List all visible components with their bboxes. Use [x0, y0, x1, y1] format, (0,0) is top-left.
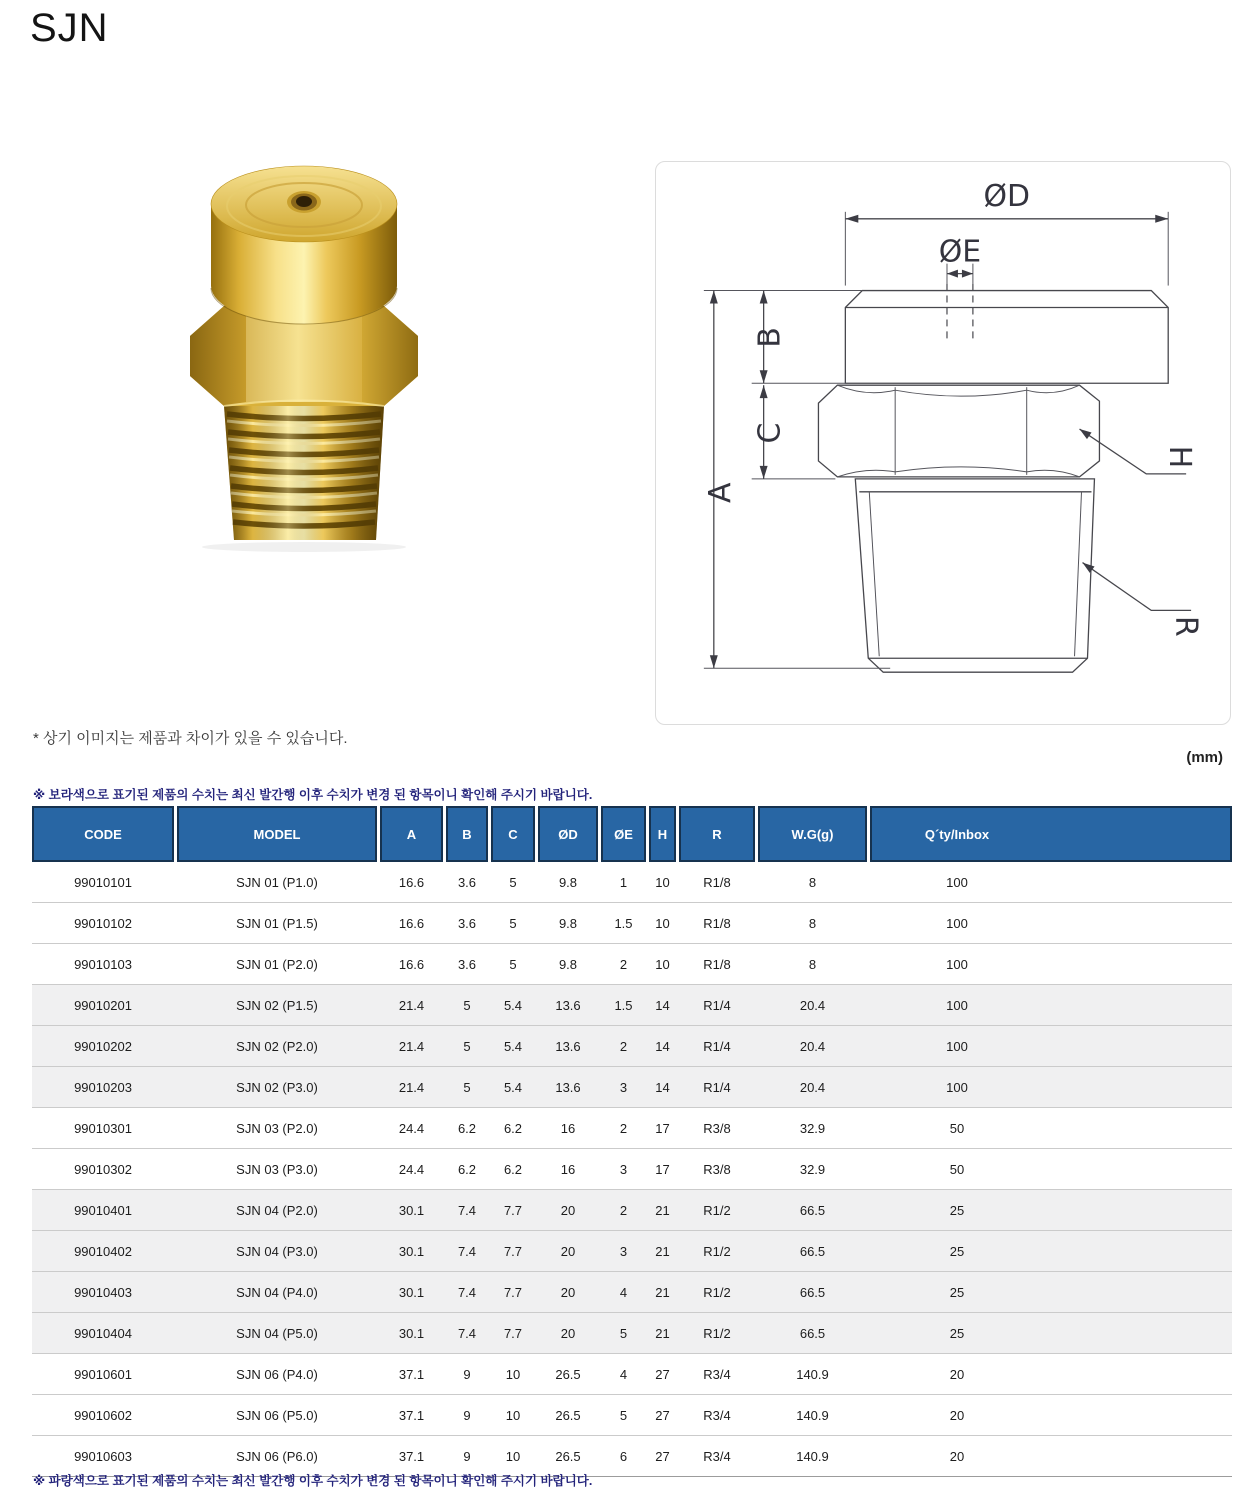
table-cell: 20: [560, 1325, 576, 1341]
column-header: ØD: [538, 806, 598, 862]
table-cell: 100: [946, 1079, 968, 1095]
table-cell: 5: [509, 874, 517, 890]
table-cell: 7.7: [503, 1325, 523, 1341]
table-cell: 17: [655, 1120, 670, 1136]
table-row: [32, 1271, 1232, 1312]
dim-label-r: R: [1168, 615, 1204, 637]
table-cell: 50: [949, 1120, 965, 1136]
table-cell: R1/4: [703, 1038, 731, 1054]
table-cell: 26.5: [555, 1448, 581, 1464]
table-cell: 99010202: [74, 1038, 132, 1054]
table-cell: 27: [655, 1366, 670, 1382]
table-cell: 99010203: [74, 1079, 132, 1095]
table-cell: SJN 04 (P5.0): [236, 1325, 318, 1341]
table-cell: 8: [808, 915, 817, 931]
table-cell: 100: [946, 956, 968, 972]
table-row: [32, 1394, 1232, 1435]
table-cell: 140.9: [796, 1407, 829, 1423]
table-cell: R3/8: [703, 1120, 731, 1136]
table-cell: 37.1: [398, 1366, 425, 1382]
table-cell: 30.1: [398, 1202, 425, 1218]
table-cell: 3.6: [457, 915, 477, 931]
table-cell: 20: [560, 1202, 576, 1218]
table-cell: 99010403: [74, 1284, 132, 1300]
table-cell: 16.6: [398, 874, 425, 890]
table-cell: 16.6: [398, 915, 425, 931]
table-cell: 66.5: [799, 1202, 826, 1218]
table-cell: 24.4: [398, 1161, 425, 1177]
table-cell: SJN 01 (P1.5): [236, 915, 318, 931]
table-cell: 21: [655, 1243, 670, 1259]
table-cell: 99010201: [74, 997, 132, 1013]
table-cell: 1.5: [614, 997, 633, 1013]
table-cell: SJN 01 (P1.0): [236, 874, 318, 890]
table-cell: 8: [808, 874, 817, 890]
table-cell: 6.2: [503, 1120, 523, 1136]
product-photo: [172, 148, 448, 552]
table-cell: 16: [560, 1120, 576, 1136]
table-cell: SJN 04 (P3.0): [236, 1243, 318, 1259]
table-cell: 99010601: [74, 1366, 132, 1382]
image-disclaimer-note: * 상기 이미지는 제품과 차이가 있을 수 있습니다.: [33, 730, 348, 747]
column-header: A: [380, 806, 443, 862]
table-cell: 140.9: [796, 1366, 829, 1382]
table-cell: 21: [655, 1284, 670, 1300]
table-cell: 4: [619, 1366, 628, 1382]
table-cell: R1/2: [703, 1284, 731, 1300]
table-cell: SJN 03 (P2.0): [236, 1120, 318, 1136]
table-cell: 10: [655, 874, 670, 890]
table-cell: 2: [619, 956, 628, 972]
table-cell: R1/8: [703, 956, 731, 972]
table-cell: 21.4: [398, 1079, 425, 1095]
table-cell: 99010102: [74, 915, 132, 931]
dim-label-od: ØD: [983, 178, 1031, 214]
table-cell: 7.4: [457, 1284, 477, 1300]
table-cell: 13.6: [555, 1038, 581, 1054]
table-cell: 14: [655, 1038, 670, 1054]
table-cell: R1/8: [703, 874, 731, 890]
table-cell: 99010301: [74, 1120, 132, 1136]
table-cell: 9.8: [558, 956, 578, 972]
table-cell: 6: [619, 1448, 628, 1464]
table-cell: 1: [619, 874, 628, 890]
table-cell: 20.4: [799, 997, 826, 1013]
column-header: R: [679, 806, 755, 862]
table-cell: R1/2: [703, 1243, 731, 1259]
column-header: C: [491, 806, 535, 862]
table-row: [32, 1312, 1232, 1353]
table-cell: R3/4: [703, 1366, 731, 1382]
table-cell: 100: [946, 874, 968, 890]
table-cell: 9: [463, 1366, 471, 1382]
table-cell: 100: [946, 915, 968, 931]
table-header: [32, 806, 1232, 862]
table-cell: 3: [619, 1161, 628, 1177]
table-row: [32, 1148, 1232, 1189]
table-cell: 7.7: [503, 1284, 523, 1300]
table-row: [32, 1435, 1232, 1476]
table-row: [32, 1025, 1232, 1066]
table-cell: 3.6: [457, 874, 477, 890]
table-cell: 3.6: [457, 956, 477, 972]
table-cell: 2: [619, 1038, 628, 1054]
table-cell: SJN 04 (P2.0): [236, 1202, 318, 1218]
column-header: Q´ty/Inbox: [870, 806, 1232, 862]
table-cell: R3/4: [703, 1407, 731, 1423]
table-cell: 5: [463, 1038, 471, 1054]
table-cell: 24.4: [398, 1120, 425, 1136]
table-cell: 30.1: [398, 1284, 425, 1300]
table-row: [32, 862, 1232, 902]
table-cell: 21.4: [398, 1038, 425, 1054]
table-cell: 9: [463, 1448, 471, 1464]
table-cell: SJN 03 (P3.0): [236, 1161, 318, 1177]
table-cell: 37.1: [398, 1407, 425, 1423]
table-note-top: ※ 보라색으로 표기된 제품의 수치는 최신 발간행 이후 수치가 변경 된 항목이니 확인해 주시기 바랍니다.: [33, 788, 593, 802]
table-cell: SJN 06 (P4.0): [236, 1366, 318, 1382]
table-cell: 3: [619, 1079, 628, 1095]
column-header: H: [649, 806, 676, 862]
table-cell: SJN 01 (P2.0): [236, 956, 318, 972]
table-cell: 99010402: [74, 1243, 132, 1259]
table-cell: SJN 02 (P1.5): [236, 997, 318, 1013]
column-header: CODE: [32, 806, 174, 862]
table-cell: 17: [655, 1161, 670, 1177]
table-cell: 10: [505, 1448, 521, 1464]
table-cell: 99010404: [74, 1325, 132, 1341]
table-cell: SJN 04 (P4.0): [236, 1284, 318, 1300]
table-cell: R1/2: [703, 1202, 731, 1218]
table-cell: 5: [509, 956, 517, 972]
table-row: [32, 902, 1232, 943]
table-cell: 100: [946, 997, 968, 1013]
table-cell: 10: [655, 915, 670, 931]
table-cell: 30.1: [398, 1325, 425, 1341]
table-cell: 20: [949, 1407, 965, 1423]
table-cell: 99010603: [74, 1448, 132, 1464]
table-cell: 5: [619, 1407, 628, 1423]
table-cell: 9: [463, 1407, 471, 1423]
page-title: SJN: [30, 6, 109, 50]
table-cell: 99010101: [74, 874, 132, 890]
table-cell: R3/4: [703, 1448, 731, 1464]
table-cell: 8: [808, 956, 817, 972]
table-cell: R3/8: [703, 1161, 731, 1177]
table-cell: 50: [949, 1161, 965, 1177]
table-cell: 66.5: [799, 1325, 826, 1341]
table-cell: SJN 02 (P2.0): [236, 1038, 318, 1054]
table-cell: 6.2: [503, 1161, 523, 1177]
table-cell: 6.2: [457, 1161, 477, 1177]
table-cell: 9.8: [558, 874, 578, 890]
table-cell: 5: [463, 997, 471, 1013]
table-cell: 6.2: [457, 1120, 477, 1136]
table-cell: 13.6: [555, 997, 581, 1013]
unit-label: (mm): [1186, 749, 1223, 766]
dim-label-a: A: [702, 482, 738, 504]
table-cell: 16: [560, 1161, 576, 1177]
table-row: [32, 1353, 1232, 1394]
column-header: W.G(g): [758, 806, 867, 862]
column-header: ØE: [601, 806, 646, 862]
dim-label-h: H: [1162, 445, 1198, 469]
table-body: [32, 862, 1232, 1476]
table-cell: 26.5: [555, 1366, 581, 1382]
table-cell: 21.4: [398, 997, 425, 1013]
table-cell: R1/2: [703, 1325, 731, 1341]
table-cell: 5.4: [503, 997, 523, 1013]
table-cell: 100: [946, 1038, 968, 1054]
table-cell: SJN 06 (P6.0): [236, 1448, 318, 1464]
table-cell: 5.4: [503, 1038, 523, 1054]
dim-label-c: C: [752, 422, 788, 444]
table-cell: 27: [655, 1448, 670, 1464]
table-cell: 66.5: [799, 1243, 826, 1259]
table-cell: 37.1: [398, 1448, 425, 1464]
table-cell: SJN 02 (P3.0): [236, 1079, 318, 1095]
table-cell: 25: [949, 1325, 965, 1341]
dim-label-b: B: [752, 327, 788, 348]
table-cell: 3: [619, 1243, 628, 1259]
table-cell: 32.9: [799, 1120, 826, 1136]
table-cell: 10: [505, 1407, 521, 1423]
table-cell: 7.4: [457, 1202, 477, 1218]
table-cell: 140.9: [796, 1448, 829, 1464]
table-cell: 5: [509, 915, 517, 931]
table-cell: R1/8: [703, 915, 731, 931]
table-cell: 25: [949, 1202, 965, 1218]
table-cell: 7.4: [457, 1243, 477, 1259]
table-cell: 10: [505, 1366, 521, 1382]
table-cell: 20: [949, 1448, 965, 1464]
table-cell: 27: [655, 1407, 670, 1423]
table-row: [32, 1230, 1232, 1271]
table-row: [32, 1107, 1232, 1148]
table-cell: 99010103: [74, 956, 132, 972]
dimension-diagram: [656, 162, 1230, 724]
table-row: [32, 1066, 1232, 1107]
table-cell: 21: [655, 1325, 670, 1341]
table-cell: 2: [619, 1120, 628, 1136]
table-row: [32, 984, 1232, 1025]
table-row: [32, 943, 1232, 984]
table-cell: 2: [619, 1202, 628, 1218]
table-cell: 7.7: [503, 1202, 523, 1218]
table-cell: 10: [655, 956, 670, 972]
table-cell: 4: [619, 1284, 628, 1300]
table-cell: 5: [619, 1325, 628, 1341]
table-cell: 20: [560, 1243, 576, 1259]
column-header: MODEL: [177, 806, 377, 862]
table-note-bottom: ※ 파랑색으로 표기된 제품의 수치는 최신 발간행 이후 수치가 변경 된 항목이니 확인해 주시기 바랍니다.: [33, 1474, 593, 1488]
table-cell: 14: [655, 997, 670, 1013]
table-cell: 66.5: [799, 1284, 826, 1300]
column-header: B: [446, 806, 488, 862]
table-cell: 26.5: [555, 1407, 581, 1423]
table-cell: 21: [655, 1202, 670, 1218]
table-cell: 25: [949, 1243, 965, 1259]
table-cell: 99010302: [74, 1161, 132, 1177]
table-cell: 5: [463, 1079, 471, 1095]
table-cell: R1/4: [703, 997, 731, 1013]
table-cell: 30.1: [398, 1243, 425, 1259]
table-cell: 14: [655, 1079, 670, 1095]
table-cell: 1.5: [614, 915, 633, 931]
spec-table: [32, 806, 1232, 1477]
table-cell: 99010401: [74, 1202, 132, 1218]
table-cell: 5.4: [503, 1079, 523, 1095]
dim-label-oe: ØE: [938, 234, 982, 270]
table-row: [32, 1189, 1232, 1230]
table-cell: 13.6: [555, 1079, 581, 1095]
table-cell: 20.4: [799, 1038, 826, 1054]
table-cell: 25: [949, 1284, 965, 1300]
dimension-diagram-panel: [655, 161, 1231, 725]
table-cell: SJN 06 (P5.0): [236, 1407, 318, 1423]
table-cell: 7.7: [503, 1243, 523, 1259]
table-cell: 32.9: [799, 1161, 826, 1177]
table-cell: 16.6: [398, 956, 425, 972]
table-cell: 99010602: [74, 1407, 132, 1423]
table-cell: 20: [560, 1284, 576, 1300]
table-cell: 7.4: [457, 1325, 477, 1341]
brass-nozzle-image: [172, 148, 448, 552]
table-cell: 20.4: [799, 1079, 826, 1095]
table-cell: 9.8: [558, 915, 578, 931]
table-cell: R1/4: [703, 1079, 731, 1095]
table-cell: 20: [949, 1366, 965, 1382]
